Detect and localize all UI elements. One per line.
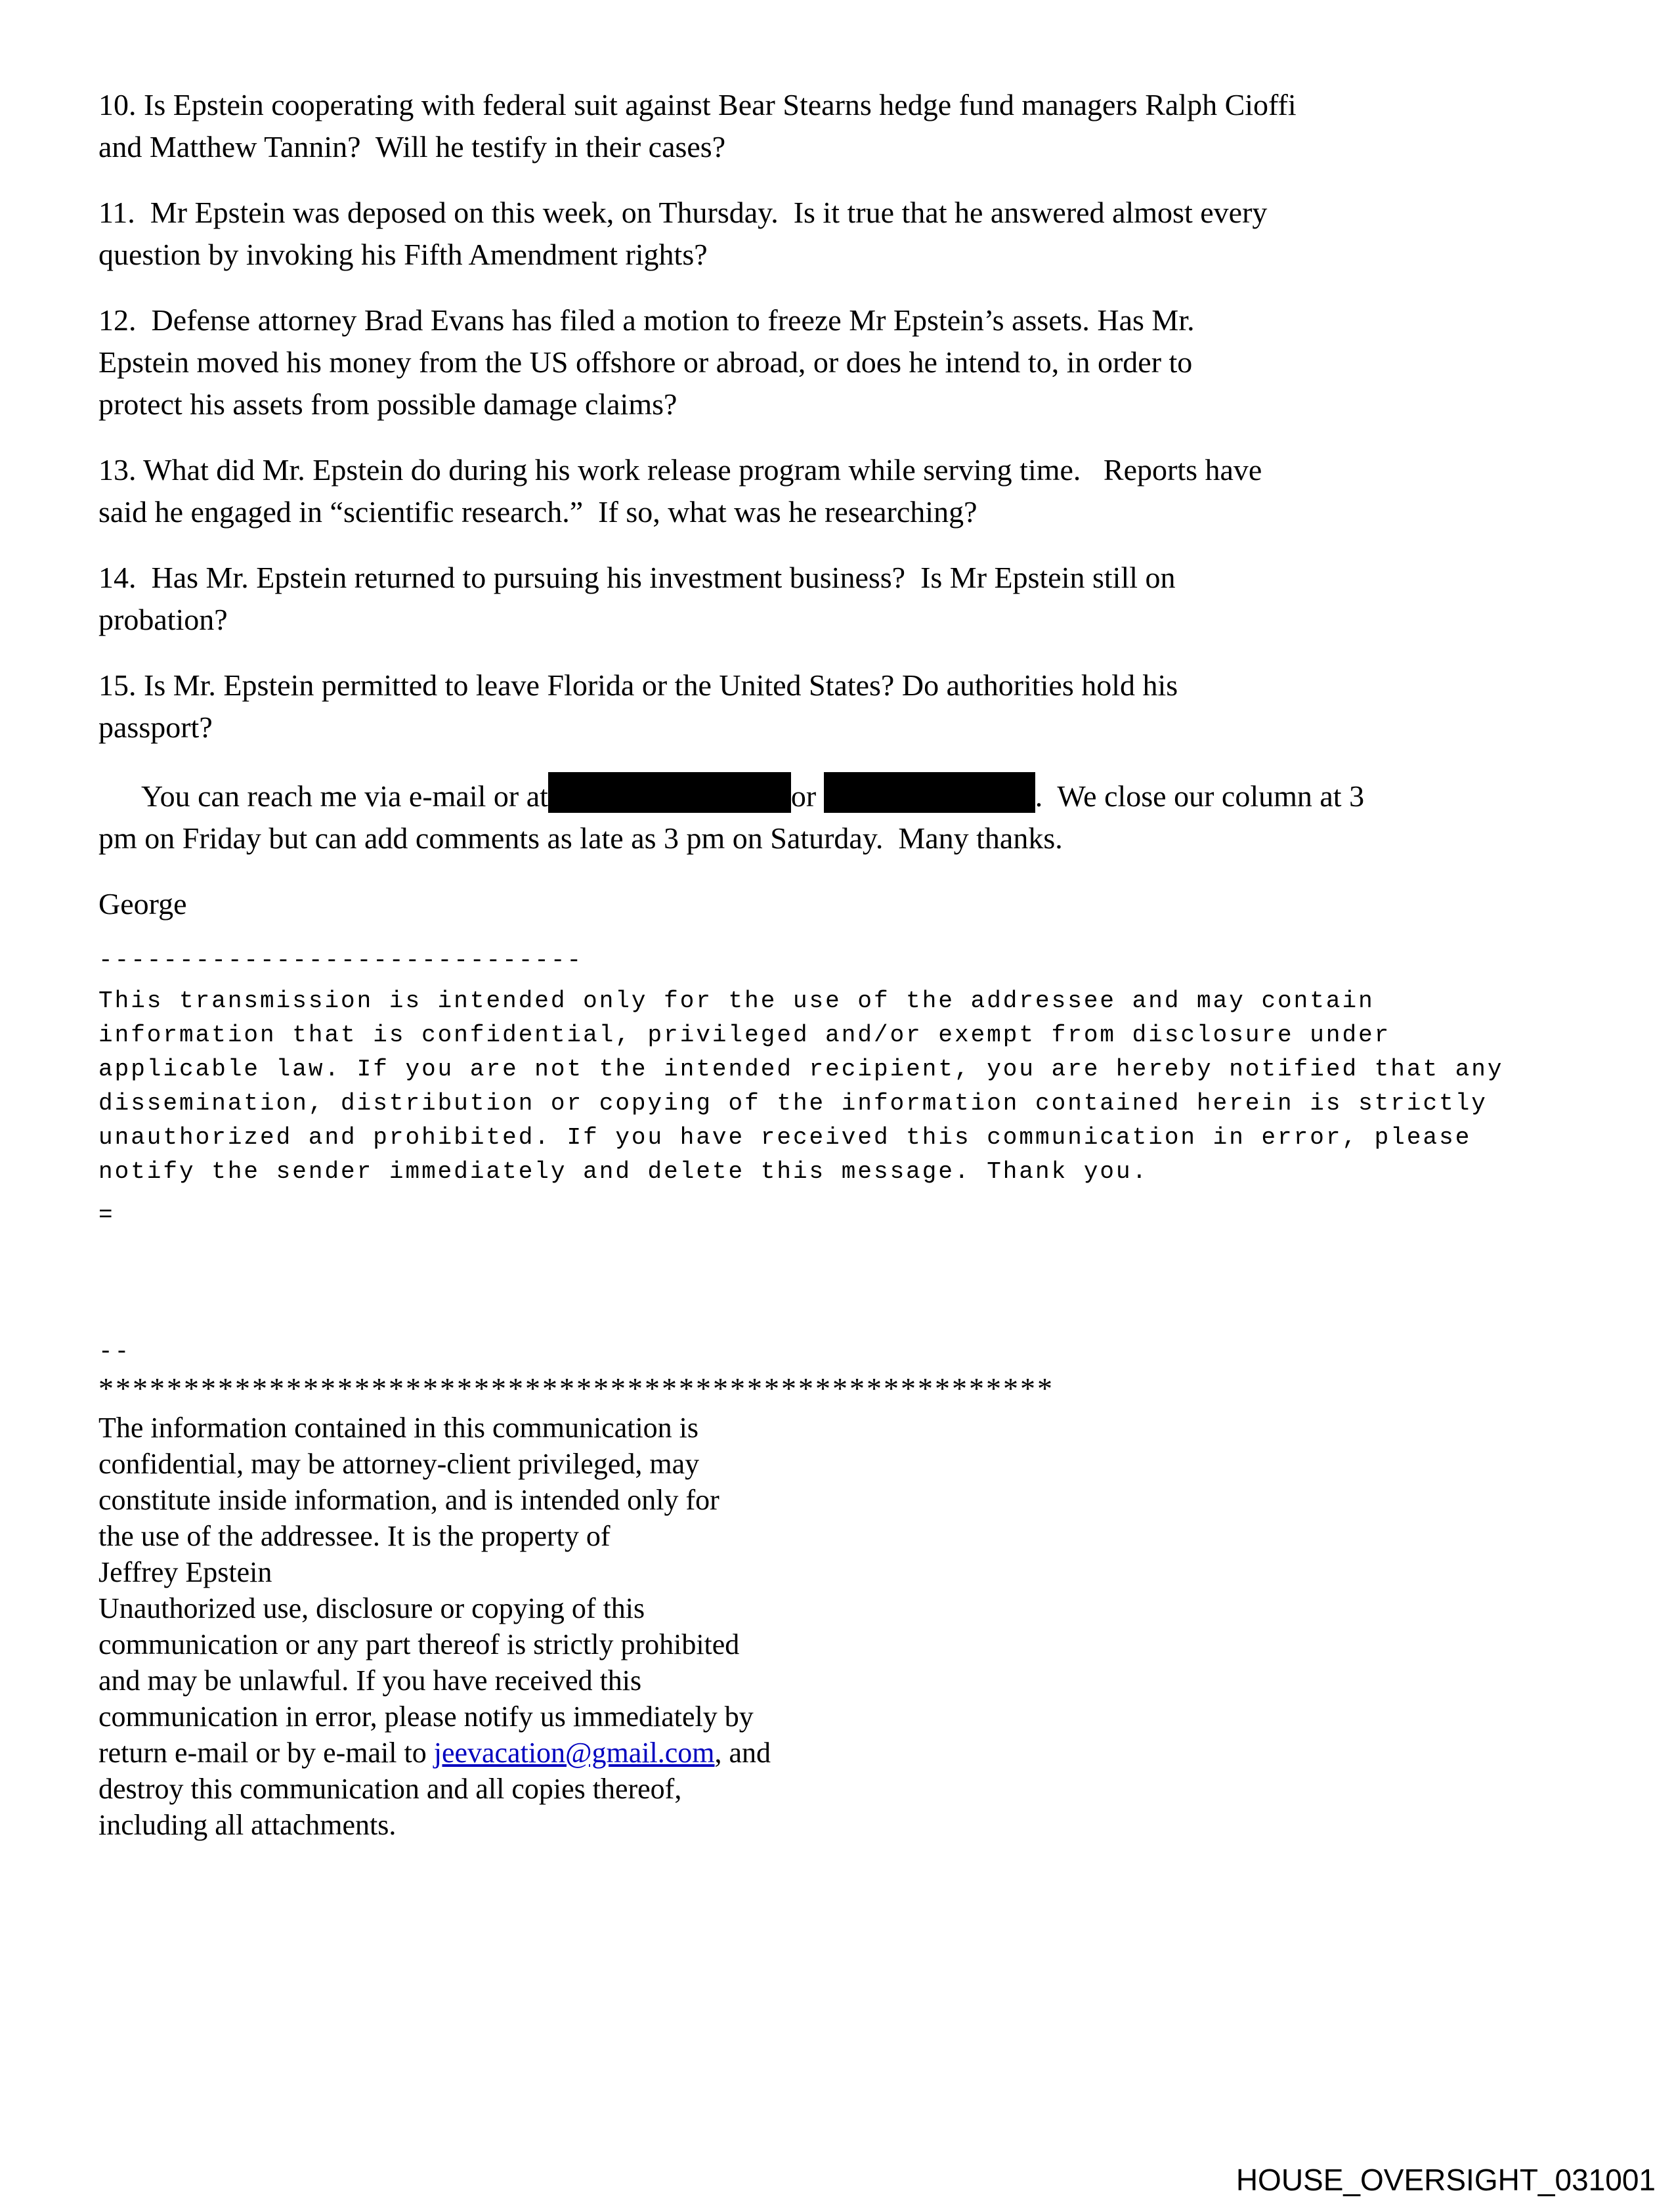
question-12 [98,299,1608,425]
mono-disclaimer-line-4: dissemination, distribution or copying of the information contained herein is strictly [98,1090,1488,1117]
legal-line-12: including all attachments. [98,1809,397,1841]
legal-line-4: the use of the addressee. It is the property of [98,1520,611,1552]
question-15 [98,664,1608,748]
legal-line-2: confidential, may be attorney-client privileged, may [98,1448,700,1480]
question-12-line-1: 12. Defense attorney Brad Evans has filed a motion to freeze Mr Epstein’s assets. Has Mr. [98,303,1195,337]
asterisk-divider: ******************************************************** [98,1372,1054,1405]
question-11-line-2: question by invoking his Fifth Amendment rights? [98,238,708,271]
question-14-line-2: probation? [98,603,228,636]
legal-line-1: The information contained in this communication is [98,1412,699,1444]
closing-line-1-suffix: . We close our column at 3 [1035,779,1365,813]
question-10-line-2: and Matthew Tannin? Will he testify in their cases? [98,130,726,163]
legal-line-8: and may be unlawful. If you have received this [98,1664,642,1697]
question-14 [98,557,1608,641]
signature: George [98,887,187,921]
legal-line-9: communication in error, please notify us immediately by [98,1701,754,1733]
question-15-line-1: 15. Is Mr. Epstein permitted to leave Florida or the United States? Do authorities hold his [98,668,1178,702]
email-link[interactable]: jeevacation@gmail.com [433,1737,715,1769]
question-10 [98,84,1608,168]
legal-disclaimer [98,1410,1608,1843]
question-12-line-3: protect his assets from possible damage claims? [98,387,677,421]
question-14-line-1: 14. Has Mr. Epstein returned to pursuing his investment business? Is Mr Epstein still on [98,561,1176,594]
closing-line-1-between: or [790,779,824,813]
legal-line-3: constitute inside information, and is intended only for [98,1484,719,1516]
closing-line-1 [98,772,1608,817]
email-line-prefix: return e-mail or by e-mail to [98,1737,434,1769]
document-content [98,84,1608,1843]
legal-line-6: Unauthorized use, disclosure or copying of this [98,1592,645,1624]
mono-disclaimer-line-3: applicable law. If you are not the intended recipient, you are hereby notified that any [98,1056,1504,1083]
closing-line-2: pm on Friday but can add comments as late as 3 pm on Saturday. Many thanks. [98,821,1063,855]
dashed-separator: ------------------------------ [98,947,584,974]
bates-number: HOUSE_OVERSIGHT_031001 [1235,2163,1656,2197]
question-11 [98,192,1608,276]
legal-line-10 [98,1735,1608,1771]
mono-disclaimer [98,984,1608,1189]
question-12-line-2: Epstein moved his money from the US offshore or abroad, or does he intend to, in order to [98,345,1193,379]
mono-disclaimer-line-2: information that is confidential, privileged and/or exempt from disclosure under [98,1022,1391,1049]
question-15-line-2: passport? [98,710,213,744]
equals-sign: = [98,1202,115,1228]
question-10-line-1: 10. Is Epstein cooperating with federal suit against Bear Stearns hedge fund managers Ralph Cioffi [98,88,1297,121]
closing-paragraph [98,772,1608,859]
mono-disclaimer-line-1: This transmission is intended only for the use of the addressee and may contain [98,987,1375,1014]
redaction-box-2 [824,772,1035,813]
legal-line-7: communication or any part thereof is strictly prohibited [98,1628,740,1660]
question-11-line-1: 11. Mr Epstein was deposed on this week, on Thursday. Is it true that he answered almost every [98,196,1268,229]
mono-disclaimer-line-5: unauthorized and prohibited. If you have received this communication in error, please [98,1124,1472,1151]
redaction-box-1 [548,772,791,813]
closing-line-1-prefix: You can reach me via e-mail or at [141,779,548,813]
legal-line-5: Jeffrey Epstein [98,1556,272,1588]
email-line-suffix: , and [714,1737,771,1769]
question-13-line-1: 13. What did Mr. Epstein do during his work release program while serving time. Reports have [98,453,1262,487]
question-13 [98,449,1608,533]
question-13-line-2: said he engaged in “scientific research.” If so, what was he researching? [98,495,977,529]
signature-delimiter: -- [98,1338,131,1365]
mono-disclaimer-line-6: notify the sender immediately and delete this message. Thank you. [98,1158,1149,1185]
legal-line-11: destroy this communication and all copies thereof, [98,1773,682,1805]
